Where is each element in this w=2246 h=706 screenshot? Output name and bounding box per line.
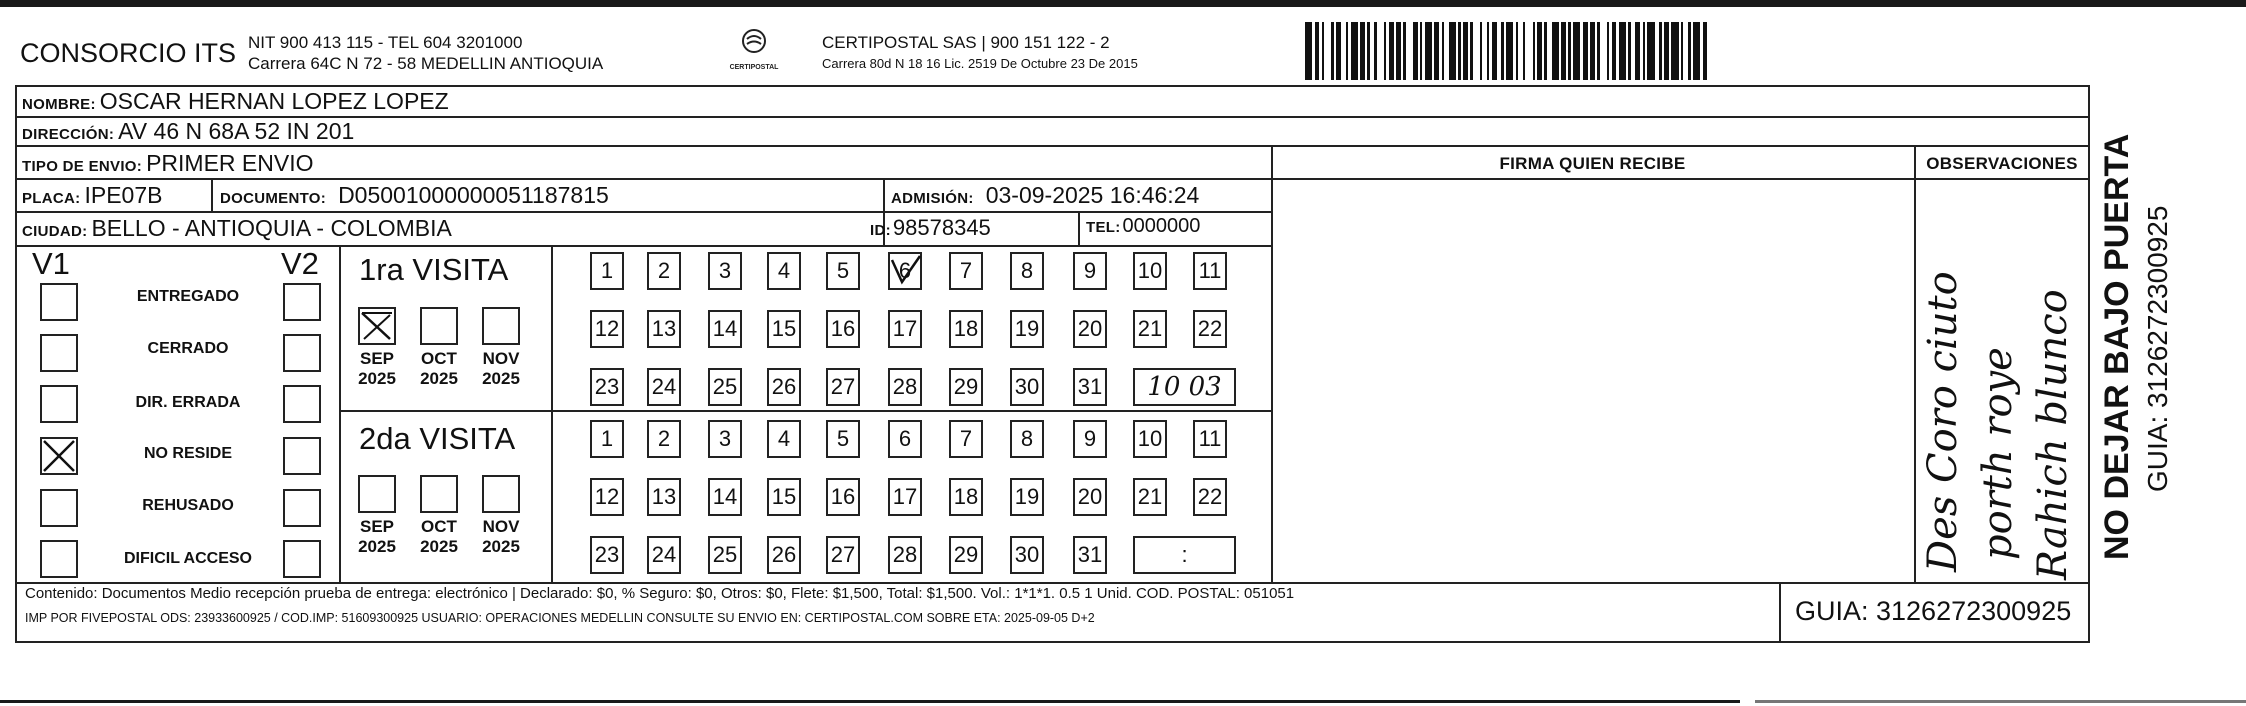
visit2-day-box[interactable] <box>708 420 742 458</box>
visit1-day-box[interactable] <box>1073 252 1107 290</box>
day-number: 9 <box>1083 426 1097 451</box>
v1-checkbox[interactable] <box>40 489 78 527</box>
day-number: 30 <box>1014 542 1040 567</box>
visit1-day-box[interactable] <box>708 368 742 406</box>
day-number: 6 <box>898 258 912 283</box>
day-number: 29 <box>953 374 979 399</box>
month-year: 2025 <box>420 537 458 556</box>
day-check-mark <box>888 252 924 288</box>
day-number: 23 <box>594 542 620 567</box>
day-number: 2 <box>657 426 671 451</box>
visit1-day-box[interactable] <box>888 368 922 406</box>
visit2-day-box[interactable] <box>767 536 801 574</box>
certipostal-logo <box>722 27 786 75</box>
visit2-day-box[interactable] <box>949 478 983 516</box>
no-dejar-notice: NO DEJAR BAJO PUERTA <box>2098 133 2136 560</box>
address-label: DIRECCIÓN: <box>22 126 115 143</box>
type-label: TIPO DE ENVIO: <box>22 158 143 175</box>
day-number: 16 <box>830 316 856 341</box>
visit2-day-box[interactable] <box>590 536 624 574</box>
barcode-bar <box>1377 22 1384 80</box>
id-field <box>870 215 991 241</box>
day-number: 31 <box>1077 542 1103 567</box>
admission-label: ADMISIÓN: <box>891 190 974 207</box>
visit2-title: 2da VISITA <box>359 421 516 456</box>
day-number: 17 <box>892 484 918 509</box>
v1-checkbox[interactable] <box>40 540 78 578</box>
visit2-day-box[interactable] <box>1073 420 1107 458</box>
visit2-day-box[interactable] <box>590 478 624 516</box>
visit1-day-box[interactable] <box>1133 252 1167 290</box>
time-value: 10 03 <box>1147 372 1222 402</box>
month-year: 2025 <box>482 537 520 556</box>
address-field <box>22 118 354 145</box>
month-year: 2025 <box>358 537 396 556</box>
month-name: OCT <box>421 349 457 368</box>
v1-checkbox[interactable] <box>40 437 78 475</box>
day-number: 18 <box>953 316 979 341</box>
month-name: NOV <box>482 517 520 536</box>
visit2-day-box[interactable] <box>708 478 742 516</box>
rule <box>15 145 2090 147</box>
visit2-day-box[interactable] <box>590 420 624 458</box>
day-number: 14 <box>712 316 738 341</box>
visit2-day-box[interactable] <box>1010 536 1044 574</box>
observations-header: OBSERVACIONES <box>1926 154 2078 173</box>
status-label: DIFICIL ACCESO <box>123 550 252 567</box>
day-number: 15 <box>771 316 797 341</box>
visit1-day-box[interactable] <box>888 252 922 290</box>
day-number: 17 <box>892 316 918 341</box>
barcode-bar <box>1324 22 1331 80</box>
day-number: 11 <box>1198 258 1222 283</box>
day-number: 28 <box>892 374 918 399</box>
v1-checkbox[interactable] <box>40 385 78 423</box>
barcode-bar <box>1552 22 1559 80</box>
city-value: BELLO - ANTIOQUIA - COLOMBIA <box>91 215 452 241</box>
visit1-day-box[interactable] <box>708 252 742 290</box>
barcode-bar <box>1305 22 1312 80</box>
visit2-day-box[interactable] <box>888 478 922 516</box>
month-name: SEP <box>359 517 395 536</box>
visit1-day-box[interactable] <box>826 252 860 290</box>
visit1-title: 1ra VISITA <box>359 252 509 287</box>
month-year: 2025 <box>420 369 458 388</box>
tel-field <box>1086 215 1200 238</box>
visit1-day-box[interactable] <box>647 368 681 406</box>
day-number: 3 <box>718 258 732 283</box>
plate-field <box>22 182 162 209</box>
day-number: 26 <box>771 374 797 399</box>
day-number: 4 <box>777 426 791 451</box>
barcode-bar <box>1406 22 1413 80</box>
day-number: 24 <box>651 542 677 567</box>
v2-checkbox[interactable] <box>283 385 321 423</box>
visit2-day-box[interactable] <box>949 536 983 574</box>
day-number: 5 <box>836 426 850 451</box>
month-name: OCT <box>421 517 457 536</box>
barcode-bar <box>1600 22 1607 80</box>
v1-checkbox[interactable] <box>40 334 78 372</box>
barcode-bar <box>1525 22 1532 80</box>
visit2-day-box[interactable] <box>949 420 983 458</box>
month-name: NOV <box>482 349 520 368</box>
visit2-month-label <box>350 517 404 557</box>
side-guia: GUIA: 3126272300925 <box>2142 205 2173 492</box>
v1-checkbox[interactable] <box>40 283 78 321</box>
visit1-day-box[interactable] <box>1010 368 1044 406</box>
visit2-time-box[interactable] <box>1133 536 1236 574</box>
rule <box>211 178 213 212</box>
day-number: 4 <box>777 258 791 283</box>
day-number: 24 <box>651 374 677 399</box>
day-number: 27 <box>830 374 856 399</box>
day-number: 5 <box>836 258 850 283</box>
day-number: 26 <box>771 542 797 567</box>
day-number: 25 <box>712 374 738 399</box>
carrier-address: Carrera 80d N 18 16 Lic. 2519 De Octubre 23 De 2015 <box>822 56 1138 71</box>
visit1-time-box[interactable] <box>1133 368 1236 406</box>
visit1-day-box[interactable] <box>647 310 681 348</box>
day-number: 3 <box>718 426 732 451</box>
visit2-day-box[interactable] <box>888 536 922 574</box>
document-value: D05001000000051187815 <box>338 182 609 208</box>
visit2-month-label <box>412 517 466 557</box>
day-number: 18 <box>953 484 979 509</box>
visit1-day-box[interactable] <box>767 310 801 348</box>
day-number: 30 <box>1014 374 1040 399</box>
barcode-bar <box>1647 22 1654 80</box>
visit1-day-box[interactable] <box>590 252 624 290</box>
visit1-day-box[interactable] <box>708 310 742 348</box>
id-label: ID: <box>870 222 891 239</box>
day-number: 21 <box>1137 484 1163 509</box>
visit1-day-box[interactable] <box>590 310 624 348</box>
visit2-day-box[interactable] <box>1133 420 1167 458</box>
day-number: 20 <box>1077 484 1103 509</box>
v2-checkbox[interactable] <box>283 540 321 578</box>
city-label: CIUDAD: <box>22 223 88 240</box>
company-nit: NIT 900 413 115 - TEL 604 3201000 <box>248 33 523 52</box>
visit2-day-box[interactable] <box>826 478 860 516</box>
document-field <box>220 182 609 209</box>
day-number: 27 <box>830 542 856 567</box>
day-number: 31 <box>1077 374 1103 399</box>
visit1-day-box[interactable] <box>826 310 860 348</box>
barcode-bar <box>1351 22 1358 80</box>
visit1-month-checkbox[interactable] <box>358 307 396 345</box>
v2-header: V2 <box>281 246 319 281</box>
day-number: 6 <box>898 426 912 451</box>
tel-value: 0000000 <box>1122 215 1201 237</box>
rule <box>2088 85 2090 643</box>
visit1-day-box[interactable] <box>1010 310 1044 348</box>
day-number: 21 <box>1137 316 1163 341</box>
admission-field <box>891 182 1199 209</box>
day-number: 1 <box>600 426 614 451</box>
admission-value: 03-09-2025 16:46:24 <box>985 182 1200 208</box>
id-value: 98578345 <box>892 215 991 240</box>
day-number: 13 <box>651 484 677 509</box>
visit2-day-box[interactable] <box>767 420 801 458</box>
day-number: 10 <box>1137 258 1163 283</box>
visit1-day-box[interactable] <box>826 368 860 406</box>
visit1-month-checkbox[interactable] <box>420 307 458 345</box>
barcode-bar <box>1506 22 1513 80</box>
visit1-day-box[interactable] <box>647 252 681 290</box>
signature-header: FIRMA QUIEN RECIBE <box>1499 154 1686 173</box>
day-number: 12 <box>594 316 620 341</box>
barcode-bar <box>1619 22 1626 80</box>
visit2-day-box[interactable] <box>826 536 860 574</box>
visit2-day-box[interactable] <box>826 420 860 458</box>
footer-guia: GUIA: 3126272300925 <box>1795 596 2072 626</box>
visit2-day-box[interactable] <box>767 478 801 516</box>
document-label: DOCUMENTO: <box>220 190 327 207</box>
visit2-day-box[interactable] <box>708 536 742 574</box>
barcode-bar <box>1449 22 1456 80</box>
footer-print-info: IMP POR FIVEPOSTAL ODS: 23933600925 / COD.IMP: 51609300925 USUARIO: OPERACIONES MEDELLIN CONSULTE SU ENVIO EN: CERTIPOSTAL.COM SOBRE ETA: 2025-09-05 D+2 <box>25 611 1095 625</box>
month-name: SEP <box>359 349 395 368</box>
day-number: 12 <box>594 484 620 509</box>
day-number: 19 <box>1014 484 1040 509</box>
visit2-day-box[interactable] <box>1193 420 1227 458</box>
time-value: : <box>1181 542 1188 567</box>
rule <box>551 245 553 582</box>
day-number: 22 <box>1197 484 1223 509</box>
visit1-day-box[interactable] <box>1073 310 1107 348</box>
barcode-bar <box>1473 22 1480 80</box>
visit2-day-box[interactable] <box>647 536 681 574</box>
visit2-month-label <box>474 517 528 557</box>
month-year: 2025 <box>482 369 520 388</box>
visit1-day-box[interactable] <box>767 252 801 290</box>
day-number: 15 <box>771 484 797 509</box>
type-value: PRIMER ENVIO <box>146 150 314 176</box>
status-label: ENTREGADO <box>136 288 240 305</box>
name-value: OSCAR HERNAN LOPEZ LOPEZ <box>99 88 449 114</box>
v1-header: V1 <box>32 246 70 281</box>
rule <box>339 245 341 582</box>
day-number: 23 <box>594 374 620 399</box>
plate-value: IPE07B <box>84 182 163 208</box>
barcode-bar <box>1707 22 1709 80</box>
visit2-day-box[interactable] <box>1010 420 1044 458</box>
top-border <box>0 0 2246 7</box>
visit1-day-box[interactable] <box>949 310 983 348</box>
day-number: 8 <box>1020 426 1034 451</box>
status-label: CERRADO <box>147 340 229 357</box>
rule <box>15 211 1271 213</box>
status-label: REHUSADO <box>142 497 234 514</box>
v2-checkbox[interactable] <box>283 334 321 372</box>
signature-area[interactable] <box>1273 180 1913 580</box>
carrier-name: CERTIPOSTAL SAS | 900 151 122 - 2 <box>822 33 1110 52</box>
day-number: 2 <box>657 258 671 283</box>
city-field <box>22 215 452 242</box>
rule <box>339 410 1271 412</box>
rule <box>1779 582 1781 642</box>
v2-checkbox[interactable] <box>283 283 321 321</box>
barcode-bar <box>1671 22 1678 80</box>
rule <box>1914 145 1916 582</box>
company-name: CONSORCIO ITS <box>20 38 237 68</box>
visit2-month-checkbox[interactable] <box>482 475 520 513</box>
day-number: 1 <box>600 258 614 283</box>
visit2-day-box[interactable] <box>1073 536 1107 574</box>
day-number: 7 <box>959 426 973 451</box>
logo-text: CERTIPOSTAL <box>729 64 779 71</box>
visit1-day-box[interactable] <box>590 368 624 406</box>
rule <box>15 245 1271 247</box>
footer-contents: Contenido: Documentos Medio recepción prueba de entrega: electrónico | Declarado: $0, % Seguro: $0, Otros: $0, Flete: $1,500, Total: $1,500. Vol.: 1*1*1. 0.5 1 Unid. COD. POSTAL: 051051 <box>25 585 1295 602</box>
status-label: NO RESIDE <box>143 445 232 462</box>
day-number: 20 <box>1077 316 1103 341</box>
company-address: Carrera 64C N 72 - 58 MEDELLIN ANTIOQUIA <box>248 54 604 73</box>
visit1-day-box[interactable] <box>1073 368 1107 406</box>
visit2-month-checkbox[interactable] <box>420 475 458 513</box>
status-label: DIR. ERRADA <box>135 394 241 411</box>
day-number: 7 <box>959 258 973 283</box>
day-number: 22 <box>1197 316 1223 341</box>
name-field <box>22 88 449 115</box>
visit2-day-box[interactable] <box>647 478 681 516</box>
type-field <box>22 150 313 177</box>
tel-label: TEL: <box>1086 219 1121 236</box>
v2-checkbox[interactable] <box>283 489 321 527</box>
visit1-day-box[interactable] <box>888 310 922 348</box>
visit1-day-box[interactable] <box>1193 310 1227 348</box>
day-number: 9 <box>1083 258 1097 283</box>
observations-handwriting-1: Des Coro ciuto <box>1920 271 1966 572</box>
plate-label: PLACA: <box>22 190 81 207</box>
day-number: 11 <box>1198 426 1222 451</box>
visit2-month-checkbox[interactable] <box>358 475 396 513</box>
visit1-month-label <box>474 349 528 389</box>
visit1-day-box[interactable] <box>949 368 983 406</box>
barcode-bar <box>1693 22 1700 80</box>
visit1-month-checkbox[interactable] <box>482 307 520 345</box>
day-number: 13 <box>651 316 677 341</box>
day-number: 8 <box>1020 258 1034 283</box>
barcode-bar <box>1573 22 1580 80</box>
day-number: 28 <box>892 542 918 567</box>
visit2-day-box[interactable] <box>647 420 681 458</box>
visit2-day-box[interactable] <box>1010 478 1044 516</box>
day-number: 29 <box>953 542 979 567</box>
visit2-day-box[interactable] <box>1073 478 1107 516</box>
barcode-bar <box>1425 22 1432 80</box>
visit1-month-label <box>350 349 404 389</box>
bottom-rule <box>1755 700 2246 703</box>
visit1-day-box[interactable] <box>1133 310 1167 348</box>
barcode <box>1305 22 1935 80</box>
visit1-day-box[interactable] <box>1193 252 1227 290</box>
bottom-rule <box>0 700 1740 703</box>
visit2-day-box[interactable] <box>1133 478 1167 516</box>
name-label: NOMBRE: <box>22 96 96 113</box>
day-number: 14 <box>712 484 738 509</box>
visit1-day-box[interactable] <box>1010 252 1044 290</box>
visit2-day-box[interactable] <box>888 420 922 458</box>
day-number: 10 <box>1137 426 1163 451</box>
v2-checkbox[interactable] <box>283 437 321 475</box>
visit1-month-label <box>412 349 466 389</box>
month-year: 2025 <box>358 369 396 388</box>
visit1-day-box[interactable] <box>767 368 801 406</box>
observations-handwriting-2: porth roye <box>1975 347 2021 560</box>
day-number: 16 <box>830 484 856 509</box>
visit2-day-box[interactable] <box>1193 478 1227 516</box>
day-number: 25 <box>712 542 738 567</box>
rule <box>1078 212 1080 245</box>
day-number: 19 <box>1014 316 1040 341</box>
visit1-day-box[interactable] <box>949 252 983 290</box>
observations-handwriting-3: Rahich blunco <box>2030 289 2076 580</box>
address-value: AV 46 N 68A 52 IN 201 <box>118 118 355 144</box>
